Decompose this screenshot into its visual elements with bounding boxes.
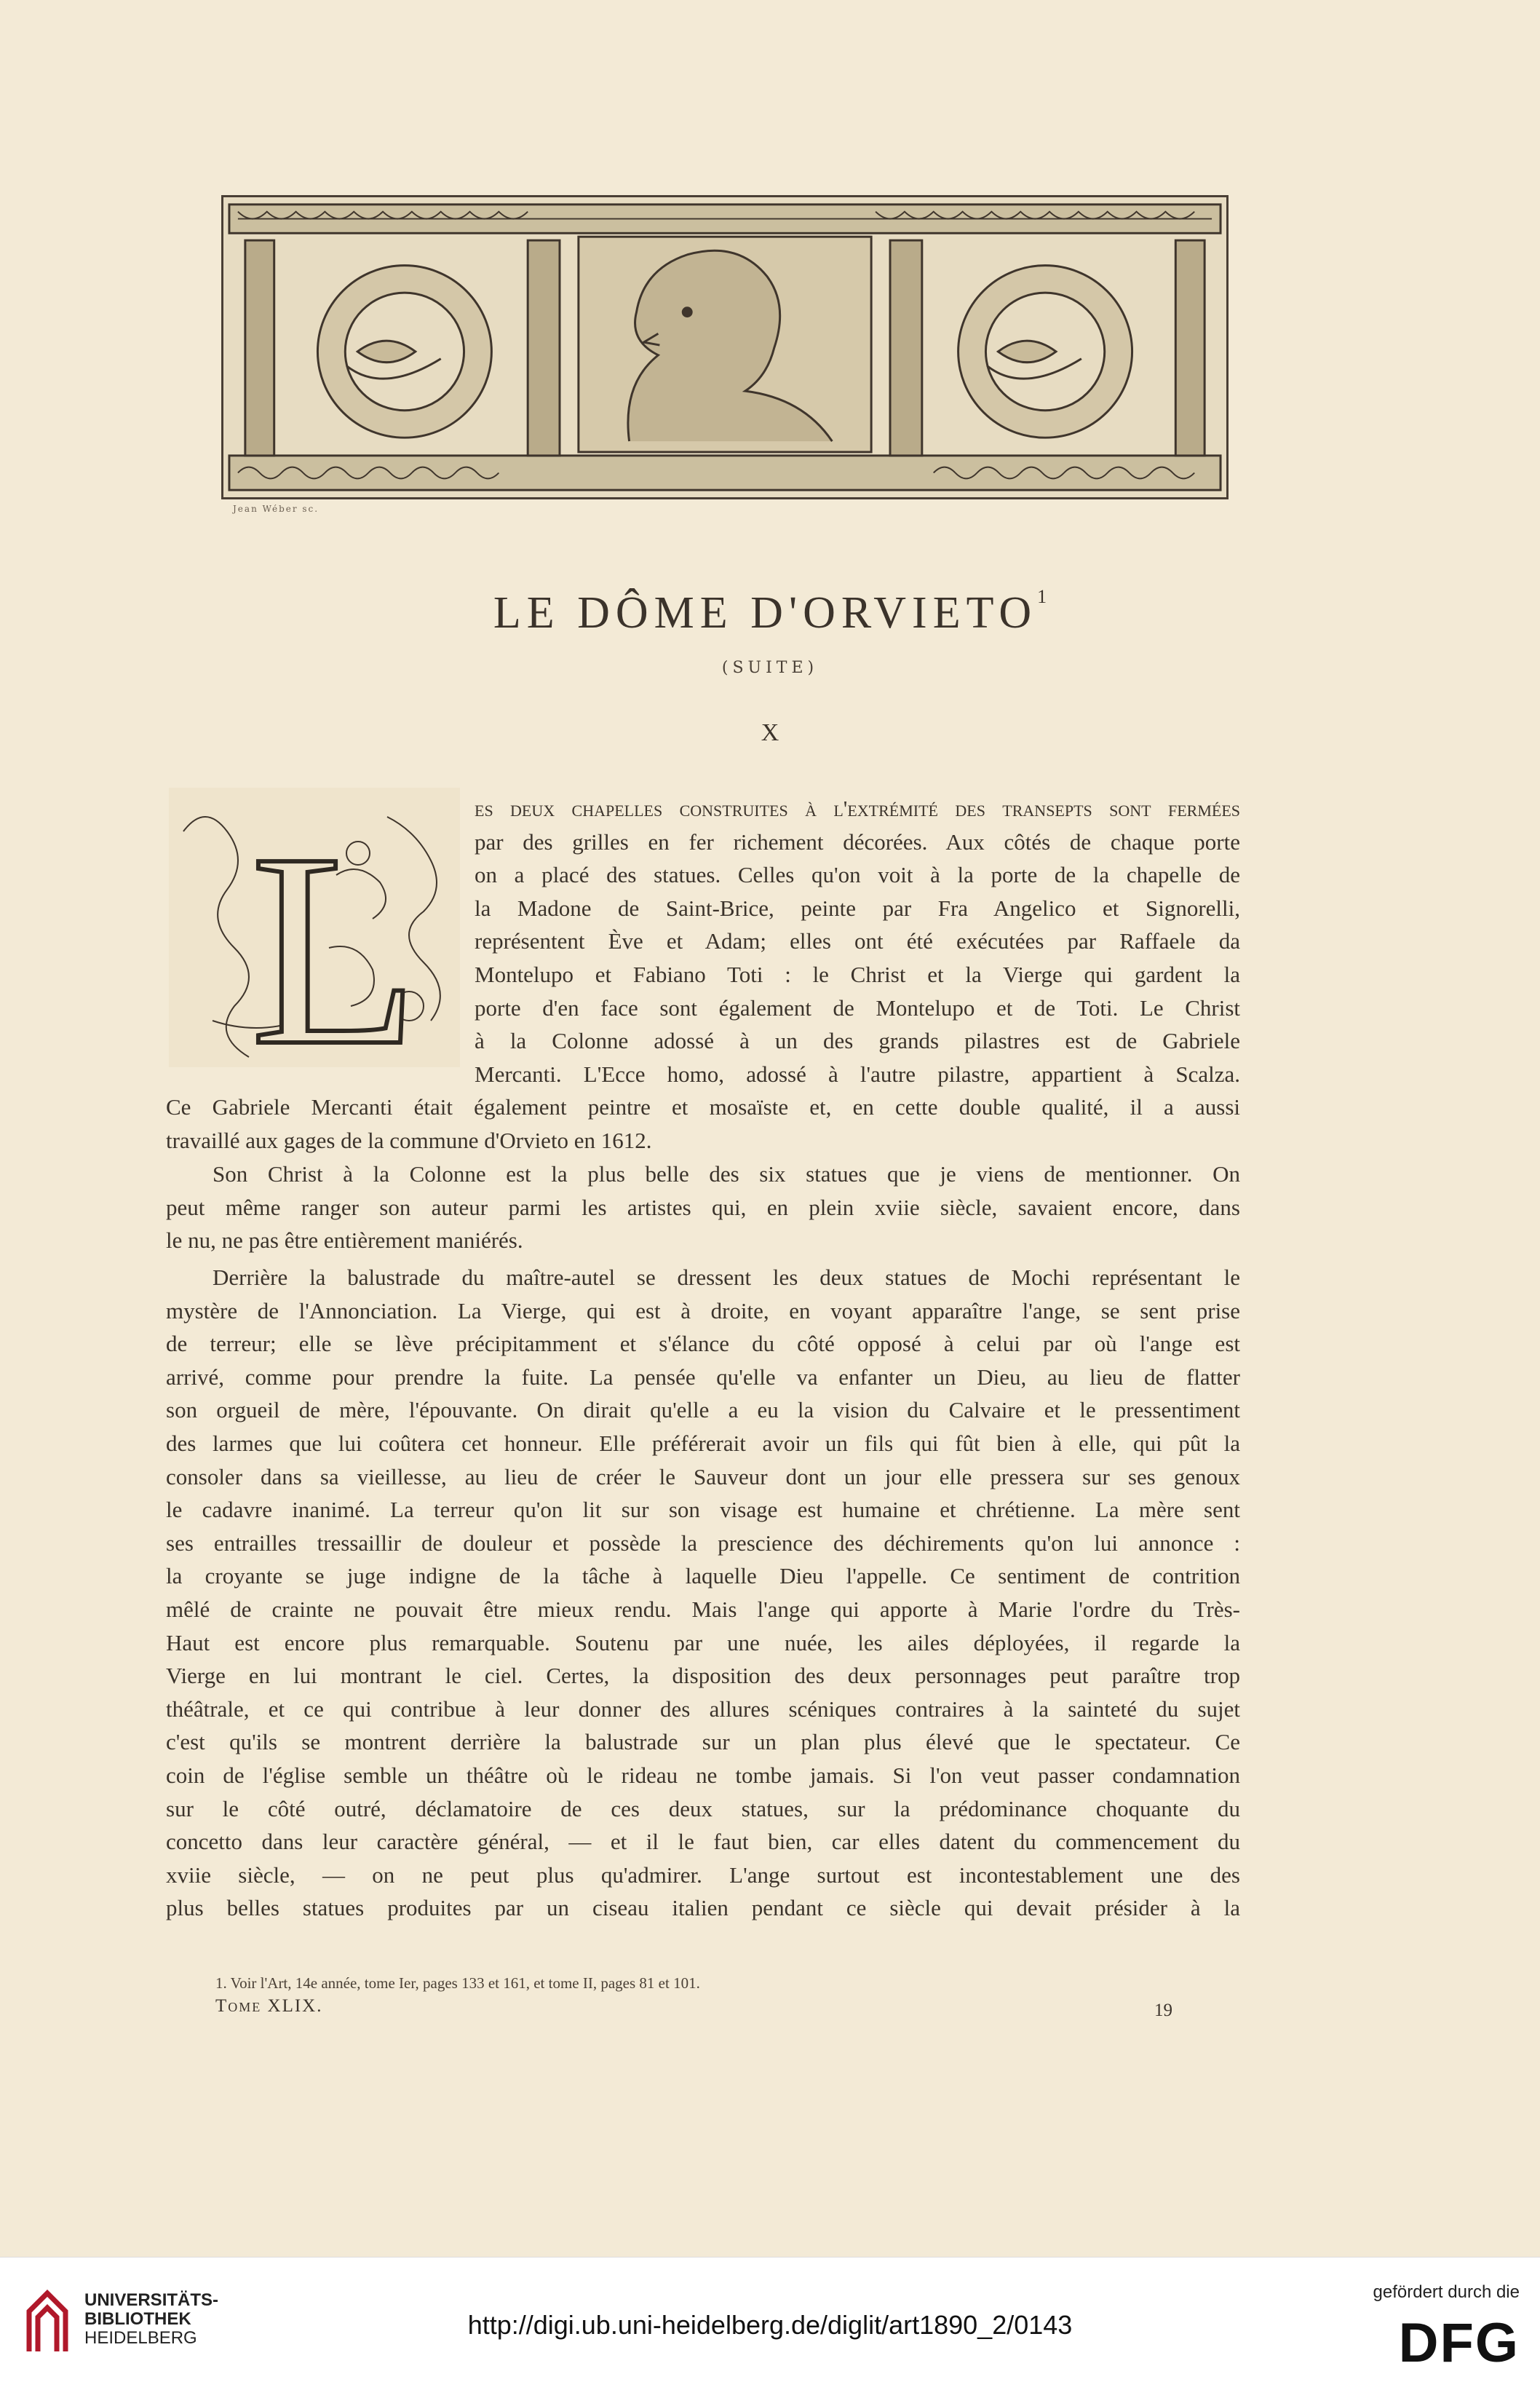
text-line: plus belles statues produites par un ciseau italien pendant ce siècle qui devait présider à la xyxy=(166,1895,1240,1921)
text-line: consoler dans sa vieillesse, au lieu de créer le Sauveur dont un jour elle pressera sur ses genoux xyxy=(166,1463,1240,1489)
paragraph-1 xyxy=(166,792,1240,1158)
dfg-logo[interactable]: DFG xyxy=(1398,2312,1520,2374)
volume-label: Tome XLIX. xyxy=(215,1996,323,2016)
title-footnote-mark: 1 xyxy=(1037,586,1047,607)
text-line: sur le côté outré, déclamatoire de ces deux statues, sur la prédominance choquante du xyxy=(166,1795,1240,1821)
text-line: es deux chapelles construites à l'extrémité des transepts sont fermées xyxy=(475,796,1240,821)
text-line: peut même ranger son auteur parmi les artistes qui, en plein xviie siècle, savaient encore, dans xyxy=(166,1194,1240,1220)
text-line: on a placé des statues. Celles qu'on voit à la porte de la chapelle de xyxy=(475,862,1240,888)
article-title xyxy=(0,586,1540,639)
text-line: travaillé aux gages de la commune d'Orvieto en 1612. xyxy=(166,1127,652,1153)
sponsor-caption: gefördert durch die xyxy=(1373,2282,1520,2302)
text-line: Vierge en lui montrant le ciel. Certes, la disposition des deux personnages peut paraître trop xyxy=(166,1663,1240,1689)
text-line: représentent Ève et Adam; elles ont été exécutées par Raffaele da xyxy=(475,928,1240,954)
page-number: 19 xyxy=(1154,2001,1172,2020)
viewer-footer xyxy=(0,2257,1540,2382)
text-line: le nu, ne pas être entièrement maniérés. xyxy=(166,1227,523,1254)
dropcap-letter: L xyxy=(250,796,420,1067)
text-line: Son Christ à la Colonne est la plus belle des six statues que je viens de mentionner. On xyxy=(213,1161,1240,1187)
text-line: coin de l'église semble un théâtre où le rideau ne tombe jamais. Si l'on veut passer condamnation xyxy=(166,1762,1240,1788)
header-engraving xyxy=(221,195,1229,499)
text-line: son orgueil de mère, l'épouvante. On dirait qu'elle a eu la vision du Calvaire et le pressentiment xyxy=(166,1397,1240,1423)
text-line: des larmes que lui coûtera cet honneur. Elle préférerait avoir un fils qui fût bien à elle, qui pût la xyxy=(166,1430,1240,1456)
section-number: X xyxy=(761,719,779,746)
text-line: concetto dans leur caractère général, — et il le faut bien, car elles datent du commencement du xyxy=(166,1829,1240,1855)
library-line-1: UNIVERSITÄTS- xyxy=(84,2290,219,2310)
text-line: ses entrailles tressaillir de douleur et possède la prescience des déchirements qu'on lui annonce : xyxy=(166,1530,1240,1556)
article-subtitle: (SUITE) xyxy=(721,659,819,677)
text-line: Montelupo et Fabiano Toti : le Christ et la Vierge qui gardent la xyxy=(475,961,1240,987)
text-line: mêlé de crainte ne pouvait être mieux rendu. Mais l'ange qui apporte à Marie l'ordre du Très- xyxy=(166,1596,1240,1622)
text-line: théâtrale, et ce qui contribue à leur donner des allures scéniques contraires à la sainteté du sujet xyxy=(166,1696,1240,1722)
text-line: de terreur; elle se lève précipitamment et s'élance du côté opposé à celui par où l'ange est xyxy=(166,1331,1240,1357)
text-line: la Madone de Saint-Brice, peinte par Fra Angelico et Signorelli, xyxy=(475,895,1240,921)
text-line: le cadavre inanimé. La terreur qu'on lit sur son visage est humaine et chrétienne. La mère sent xyxy=(166,1497,1240,1523)
text-line: arrivé, comme pour prendre la fuite. La pensée qu'elle va enfanter un Dieu, au lieu de flatter xyxy=(166,1364,1240,1390)
engraver-signature: Jean Wéber sc. xyxy=(233,504,319,514)
text-line: Mercanti. L'Ecce homo, adossé à l'autre pilastre, appartient à Scalza. xyxy=(475,1061,1240,1087)
text-line: xviie siècle, — on ne peut plus qu'admirer. L'ange surtout est incontestablement une des xyxy=(166,1861,1240,1888)
text-line: la croyante se juge indigne de la tâche à laquelle Dieu l'appelle. Ce sentiment de contrition xyxy=(166,1563,1240,1589)
text-line: à la Colonne adossé à un des grands pilastres est de Gabriele xyxy=(475,1028,1240,1054)
text-line: c'est qu'ils se montrent derrière la balustrade sur un plan plus élevé que le spectateur. Ce xyxy=(166,1729,1240,1755)
title-text: LE DÔME D'ORVIETO xyxy=(493,588,1038,638)
text-line: Derrière la balustrade du maître-autel se dressent les deux statues de Mochi représentant le xyxy=(213,1265,1240,1290)
paragraph-3 xyxy=(166,1261,1240,1925)
footnote: 1. Voir l'Art, 14e année, tome Ier, pages 133 et 161, et tome II, pages 81 et 101. xyxy=(215,1974,700,1992)
library-line-3: HEIDELBERG xyxy=(84,2328,197,2348)
text-line: Ce Gabriele Mercanti était également peintre et mosaïste et, en cette double qualité, il a aussi xyxy=(166,1094,1240,1120)
text-line: mystère de l'Annonciation. La Vierge, qui est à droite, en voyant apparaître l'ange, se sent prise xyxy=(166,1297,1240,1323)
text-line: Haut est encore plus remarquable. Soutenu par une nuée, les ailes déployées, il regarde la xyxy=(166,1629,1240,1655)
text-line: par des grilles en fer richement décorées. Aux côtés de chaque porte xyxy=(475,828,1240,855)
library-line-2: BIBLIOTHEK xyxy=(84,2309,191,2329)
text-line: porte d'en face sont également de Montelupo et de Toti. Le Christ xyxy=(475,994,1240,1021)
permalink-url[interactable]: http://digi.ub.uni-heidelberg.de/diglit/art1890_2/0143 xyxy=(467,2310,1073,2340)
paragraph-2 xyxy=(166,1158,1240,1257)
